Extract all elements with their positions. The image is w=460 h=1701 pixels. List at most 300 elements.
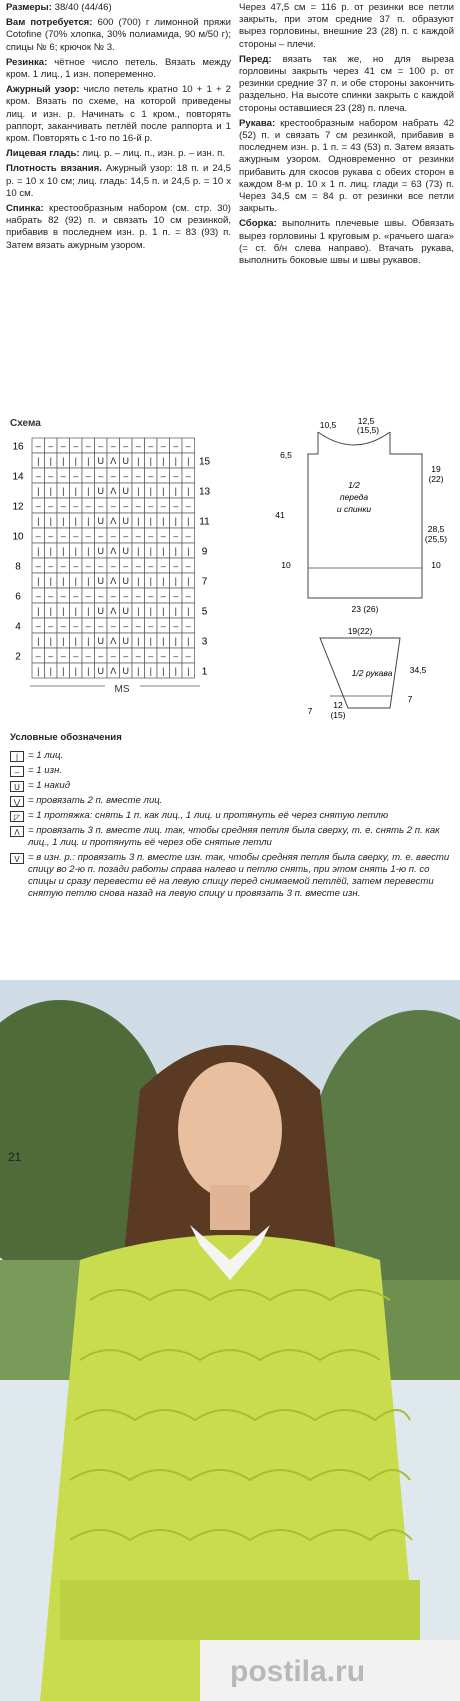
chart-cell-symbol: – [35, 620, 41, 631]
chart-cell-symbol: | [187, 665, 190, 676]
instruction-label: Спинка: [6, 203, 50, 215]
chart-cell-symbol: – [60, 500, 66, 511]
chart-cell-symbol: | [37, 455, 40, 466]
chart-cell-symbol: – [185, 500, 191, 511]
chart-cell-symbol: | [62, 485, 65, 496]
model-photo [0, 980, 460, 1701]
chart-cell-symbol: U [97, 545, 104, 556]
chart-row-number: 13 [198, 486, 211, 498]
chart-cell-symbol: – [160, 470, 166, 481]
legend-text: = 1 изн. [28, 765, 63, 776]
chart-cell-symbol: – [185, 470, 191, 481]
legend-symbol-icon: V [10, 853, 24, 864]
chart-cell-symbol: | [149, 605, 152, 616]
chart-row-number: 15 [198, 456, 211, 468]
chart-cell-symbol: – [148, 470, 154, 481]
chart-cell-symbol: – [48, 560, 54, 571]
chart-cell-symbol: – [35, 560, 41, 571]
chart-cell-symbol: – [110, 620, 116, 631]
instructions-left-column [6, 2, 231, 255]
chart-cell-symbol: – [148, 560, 154, 571]
chart-row-number: 14 [12, 471, 24, 483]
instruction-text: 600 (700) г лимонной пряжи Cotofine (70% хлопка, 30% полиамида, 90 м/50 г); спицы № 6; крючок № 3. [6, 17, 231, 53]
chart-cell-symbol: | [62, 455, 65, 466]
chart-cell-symbol: – [173, 650, 179, 661]
chart-cell-symbol: | [137, 575, 140, 586]
chart-cell-symbol: – [135, 440, 141, 451]
chart-cell-symbol: – [160, 560, 166, 571]
chart-row-number: 10 [12, 531, 24, 543]
chart-cell-symbol: | [187, 455, 190, 466]
chart-cell-symbol: Λ [110, 605, 117, 616]
chart-cell-symbol: – [73, 470, 79, 481]
chart-cell-symbol: – [173, 440, 179, 451]
chart-cell-symbol: – [98, 470, 104, 481]
legend-symbol-icon: Λ [10, 826, 24, 837]
chart-cell-symbol: | [49, 575, 52, 586]
chart-cell-symbol: – [160, 590, 166, 601]
chart-cell-symbol: | [149, 515, 152, 526]
chart-cell-symbol: | [62, 515, 65, 526]
instruction-label: Вам потребуется: [6, 17, 98, 29]
chart-cell-symbol: U [97, 605, 104, 616]
chart-cell-symbol: | [37, 635, 40, 646]
chart-cell-symbol: – [148, 440, 154, 451]
chart-cell-symbol: | [149, 455, 152, 466]
sleeve-schematic [290, 628, 450, 728]
chart-cell-symbol: | [49, 485, 52, 496]
schematic-label: 23 (26) [351, 604, 379, 614]
chart-cell-symbol: – [148, 650, 154, 661]
chart-cell-symbol: – [35, 650, 41, 661]
chart-cell-symbol: | [37, 575, 40, 586]
chart-cell-symbol: – [35, 470, 41, 481]
chart-cell-symbol: – [85, 530, 91, 541]
legend [10, 732, 454, 903]
chart-cell-symbol: – [73, 590, 79, 601]
legend-item [10, 810, 454, 822]
schematic-label: переда [339, 492, 369, 502]
schematic-label: 10 [281, 560, 291, 570]
chart-cell-symbol: – [110, 470, 116, 481]
chart-cell-symbol: | [174, 545, 177, 556]
schematic-label: 28,5 [427, 524, 445, 534]
chart-cell-symbol: – [35, 530, 41, 541]
chart-cell-symbol: | [162, 665, 165, 676]
chart-cell-symbol: – [85, 590, 91, 601]
chart-cell-symbol: – [123, 590, 129, 601]
chart-cell-symbol: – [173, 530, 179, 541]
legend-item [10, 852, 454, 900]
chart-cell-symbol: | [174, 635, 177, 646]
instruction-text: крестообразным набором набрать 42 (52) п. и связать 7 см резинкой, прибавив в последнем изн. р. 1 п. = 43 (53) п. Затем вязать ажурным узором. Одновременно от резинки прибавить для скосов рукава с обеих сторон в каждом 8-м р. 10 х 1 п. лиц. глади = 63 (73) п. Через 34,5 см = 84 р. от резинки все петли закрыть. [239, 117, 455, 215]
chart-cell-symbol: | [74, 575, 77, 586]
chart-cell-symbol: – [110, 590, 116, 601]
chart-cell-symbol: – [98, 560, 104, 571]
chart-cell-symbol: – [110, 500, 116, 511]
chart-cell-symbol: – [160, 620, 166, 631]
legend-item [10, 825, 454, 849]
chart-cell-symbol: – [185, 440, 191, 451]
legend-item [10, 765, 454, 777]
chart-cell-symbol: | [162, 605, 165, 616]
chart-cell-symbol: | [87, 635, 90, 646]
chart-ms-label: MS [114, 684, 130, 695]
chart-cell-symbol: | [149, 545, 152, 556]
chart-cell-symbol: | [62, 665, 65, 676]
schematic-label: 10 [431, 560, 441, 570]
chart-cell-symbol: U [122, 545, 129, 556]
chart-cell-symbol: Λ [110, 515, 117, 526]
chart-cell-symbol: | [162, 575, 165, 586]
chart-cell-symbol: | [87, 455, 90, 466]
instruction-label: Лицевая гладь: [6, 148, 83, 160]
chart-cell-symbol: | [137, 665, 140, 676]
instruction-paragraph [239, 118, 454, 216]
chart-cell-symbol: | [174, 575, 177, 586]
chart-cell-symbol: – [85, 560, 91, 571]
chart-cell-symbol: – [135, 650, 141, 661]
schematic-label: 1/2 [348, 480, 360, 490]
chart-cell-symbol: – [148, 620, 154, 631]
chart-cell-symbol: – [160, 440, 166, 451]
chart-cell-symbol: – [35, 440, 41, 451]
chart-cell-symbol: – [135, 500, 141, 511]
chart-cell-symbol: – [185, 620, 191, 631]
schematic-label: 41 [275, 510, 285, 520]
chart-cell-symbol: | [162, 545, 165, 556]
legend-text: = 1 накид [28, 780, 71, 791]
chart-cell-symbol: – [60, 650, 66, 661]
chart-cell-symbol: | [149, 485, 152, 496]
chart-cell-symbol: U [122, 605, 129, 616]
chart-cell-symbol: U [122, 575, 129, 586]
chart-grid [32, 438, 195, 678]
legend-item [10, 750, 454, 762]
instruction-label: Сборка: [239, 218, 283, 230]
schematic-label: 12 [333, 700, 343, 710]
chart-title: Схема [10, 418, 41, 429]
chart-cell-symbol: – [135, 590, 141, 601]
chart-cell-symbol: Λ [110, 545, 117, 556]
instruction-paragraph [6, 57, 231, 81]
chart-cell-symbol: | [62, 545, 65, 556]
instruction-text: 38/40 (44/46) [54, 2, 112, 13]
chart-cell-symbol: | [137, 545, 140, 556]
instruction-label: Рукава: [239, 117, 281, 129]
chart-cell-symbol: | [74, 545, 77, 556]
instruction-paragraph [239, 54, 454, 115]
chart-cell-symbol: U [97, 485, 104, 496]
chart-cell-symbol: – [85, 620, 91, 631]
chart-cell-symbol: | [37, 545, 40, 556]
legend-symbol-icon: ⋁ [10, 796, 24, 807]
schematic-label: 19(22) [347, 628, 373, 636]
chart-cell-symbol: – [135, 620, 141, 631]
chart-cell-symbol: – [110, 530, 116, 541]
knitting-chart [10, 430, 230, 700]
chart-row-number: 2 [15, 651, 21, 663]
chart-cell-symbol: | [137, 455, 140, 466]
model-photo-illustration [0, 980, 460, 1701]
chart-cell-symbol: – [123, 560, 129, 571]
instruction-label: Плотность вязания. [6, 163, 106, 175]
chart-cell-symbol: Λ [110, 665, 117, 676]
chart-cell-symbol: | [37, 515, 40, 526]
chart-cell-symbol: – [173, 470, 179, 481]
chart-cell-symbol: | [74, 485, 77, 496]
chart-cell-symbol: | [49, 545, 52, 556]
instruction-text: Ажурный узор: 18 п. и 24,5 р. = 10 х 10 см; лиц. гладь: 14,5 п. и 24,5 р. = 10 х 10 см. [6, 163, 231, 199]
chart-cell-symbol: | [174, 485, 177, 496]
chart-cell-symbol: | [62, 605, 65, 616]
chart-cell-symbol: – [148, 590, 154, 601]
chart-cell-symbol: – [73, 620, 79, 631]
chart-cell-symbol: | [187, 515, 190, 526]
chart-cell-symbol: – [60, 470, 66, 481]
chart-right-numbers [199, 456, 211, 677]
body-schematic [270, 418, 450, 618]
chart-cell-symbol: | [37, 665, 40, 676]
chart-row-number: 5 [201, 606, 208, 618]
chart-cell-symbol: Λ [110, 485, 117, 496]
chart-cell-symbol: – [48, 590, 54, 601]
chart-cell-symbol: | [74, 605, 77, 616]
chart-cell-symbol: – [35, 500, 41, 511]
instruction-text: Через 47,5 см = 116 р. от резинки все петли закрыть, при этом средние 37 п. образуют вырез горловины, внешние 23 (28) п. с каждой стороны – плечи. [239, 2, 454, 50]
chart-cell-symbol: | [49, 665, 52, 676]
chart-cell-symbol: | [87, 605, 90, 616]
chart-cell-symbol: – [110, 650, 116, 661]
schematic-label: 7 [307, 706, 313, 716]
chart-cell-symbol: – [173, 500, 179, 511]
chart-cell-symbol: U [97, 515, 104, 526]
chart-cell-symbol: U [97, 575, 104, 586]
chart-cell-symbol: | [149, 575, 152, 586]
instruction-paragraph [6, 203, 231, 252]
chart-cell-symbol: | [187, 635, 190, 646]
schematic-label: 10,5 [319, 420, 337, 430]
chart-cell-symbol: – [185, 530, 191, 541]
chart-cell-symbol: | [187, 605, 190, 616]
chart-cell-symbol: – [110, 440, 116, 451]
chart-cell-symbol: U [122, 515, 129, 526]
instruction-text: крестообразным набором (см. стр. 30) набрать 82 (92) п. и связать 10 см резинкой, прибавив в последнем изн. р. 1 п. = 83 (93) п. Затем вязать ажурным узором. [6, 203, 231, 251]
chart-cell-symbol: – [98, 500, 104, 511]
chart-cell-symbol: – [73, 440, 79, 451]
chart-cell-symbol: | [137, 605, 140, 616]
schematic-label: (15,5) [356, 425, 380, 435]
legend-item [10, 795, 454, 807]
chart-cell-symbol: | [87, 575, 90, 586]
chart-cell-symbol: | [162, 485, 165, 496]
chart-cell-symbol: – [123, 440, 129, 451]
chart-row-number: 4 [15, 621, 21, 633]
chart-cell-symbol: – [73, 650, 79, 661]
legend-title: Условные обозначения [10, 732, 122, 743]
chart-cell-symbol: | [74, 455, 77, 466]
chart-cell-symbol: | [174, 455, 177, 466]
chart-cell-symbol: | [174, 605, 177, 616]
chart-row-number: 11 [199, 516, 210, 528]
chart-cell-symbol: | [87, 665, 90, 676]
chart-cell-symbol: – [60, 530, 66, 541]
chart-cell-symbol: | [187, 575, 190, 586]
chart-cell-symbol: | [87, 545, 90, 556]
instruction-text: вязать так же, но для выреза горловины закрыть через 41 см = 100 р. от резинки средние 37 п. и обе стороны закончить раздельно. На высоте спинки закрыть с каждой стороны оставшиеся 23 (28) п. плеча. [239, 53, 454, 114]
chart-cell-symbol: U [122, 455, 129, 466]
chart-cell-symbol: – [60, 440, 66, 451]
chart-cell-symbol: – [185, 590, 191, 601]
schematic-label: (15) [330, 710, 346, 720]
chart-cell-symbol: | [137, 485, 140, 496]
chart-cell-symbol: Λ [110, 575, 117, 586]
chart-cell-symbol: | [174, 515, 177, 526]
schematic-label: 34,5 [409, 665, 427, 675]
chart-cell-symbol: – [98, 530, 104, 541]
chart-cell-symbol: | [137, 635, 140, 646]
chart-cell-symbol: | [74, 515, 77, 526]
chart-cell-symbol: – [148, 500, 154, 511]
chart-cell-symbol: – [48, 530, 54, 541]
watermark: postila.ru [230, 1655, 366, 1688]
instruction-paragraph [6, 84, 231, 145]
legend-symbol-icon: | [10, 751, 24, 762]
chart-cell-symbol: – [48, 470, 54, 481]
chart-cell-symbol: | [37, 485, 40, 496]
chart-cell-symbol: | [137, 515, 140, 526]
instruction-text: лиц. р. – лиц. п., изн. р. – изн. п. [82, 148, 226, 160]
legend-text: = 1 лиц. [28, 750, 64, 761]
instruction-paragraph [6, 17, 231, 54]
chart-cell-symbol: | [62, 635, 65, 646]
chart-cell-symbol: – [48, 440, 54, 451]
chart-cell-symbol: | [87, 485, 90, 496]
chart-cell-symbol: – [185, 560, 191, 571]
chart-cell-symbol: | [149, 635, 152, 646]
schematic-label: и спинки [336, 504, 372, 514]
instruction-paragraph [6, 2, 231, 14]
chart-cell-symbol: – [85, 470, 91, 481]
schematic-label: 7 [407, 694, 413, 704]
chart-cell-symbol: – [160, 650, 166, 661]
chart-cell-symbol: | [149, 665, 152, 676]
chart-cell-symbol: | [37, 605, 40, 616]
chart-cell-symbol: – [35, 590, 41, 601]
chart-cell-symbol: U [97, 455, 104, 466]
chart-cell-symbol: – [123, 650, 129, 661]
chart-row-number: 7 [201, 576, 208, 588]
legend-symbol-icon: – [10, 766, 24, 777]
legend-symbol-icon: ◸ [10, 811, 24, 822]
chart-cell-symbol: | [187, 485, 190, 496]
chart-cell-symbol: – [160, 500, 166, 511]
chart-cell-symbol: – [48, 650, 54, 661]
chart-cell-symbol: – [185, 650, 191, 661]
chart-cell-symbol: – [73, 530, 79, 541]
chart-cell-symbol: | [49, 515, 52, 526]
chart-cell-symbol: U [122, 485, 129, 496]
chart-cell-symbol: – [48, 620, 54, 631]
instruction-paragraph [239, 2, 454, 51]
instruction-text: число петель кратно 10 + 1 + 2 кром. Вязать по схеме, на которой приведены лиц. и изн. р. Начинать с 1 кром., повторять раппорт, заканчивать петлёй после раппорта и 1 кром. Повторять с 1-го по 16-й р. [6, 84, 231, 145]
chart-cell-symbol: | [162, 455, 165, 466]
schematic-label: (25,5) [424, 534, 448, 544]
chart-cell-symbol: – [160, 530, 166, 541]
chart-row-number: 1 [201, 666, 208, 678]
chart-cell-symbol: – [135, 470, 141, 481]
chart-cell-symbol: – [135, 530, 141, 541]
legend-text: = провязать 3 п. вместе лиц. так, чтобы средняя петля была сверху, т. е. снять 2 п. как лиц., 1 лиц. и протянуть её через обе снятые петли [28, 825, 440, 848]
chart-cell-symbol: – [123, 530, 129, 541]
chart-cell-symbol: | [49, 605, 52, 616]
chart-cell-symbol: – [60, 620, 66, 631]
chart-row-number: 6 [15, 591, 21, 603]
chart-cell-symbol: – [85, 650, 91, 661]
instruction-label: Размеры: [6, 2, 55, 13]
chart-cell-symbol: – [123, 470, 129, 481]
chart-cell-symbol: – [135, 560, 141, 571]
chart-cell-symbol: – [110, 560, 116, 571]
chart-cell-symbol: | [74, 665, 77, 676]
chart-cell-symbol: Λ [110, 635, 117, 646]
chart-row-number: 9 [201, 546, 208, 558]
chart-row-number: 8 [15, 561, 21, 573]
schematic-label: 6,5 [280, 450, 292, 460]
chart-cell-symbol: – [60, 590, 66, 601]
instruction-text: чётное число петель. Вязать между кром. 1 лиц., 1 изн. попеременно. [6, 56, 231, 81]
chart-cell-symbol: – [123, 500, 129, 511]
chart-cell-symbol: – [85, 440, 91, 451]
chart-cell-symbol: – [173, 560, 179, 571]
chart-row-number: 12 [12, 501, 24, 513]
chart-cell-symbol: – [148, 530, 154, 541]
chart-row-number: 16 [12, 441, 24, 453]
chart-cell-symbol: – [98, 590, 104, 601]
chart-cell-symbol: U [97, 635, 104, 646]
chart-cell-symbol: – [98, 440, 104, 451]
instruction-paragraph [239, 218, 454, 267]
instructions-right-column [239, 2, 454, 270]
chart-cell-symbol: – [173, 620, 179, 631]
chart-cell-symbol: | [162, 515, 165, 526]
chart-cell-symbol: U [122, 665, 129, 676]
chart-cell-symbol: – [60, 560, 66, 571]
chart-row-number: 3 [201, 636, 208, 648]
legend-text: = провязать 2 п. вместе лиц. [28, 795, 163, 806]
legend-text: = 1 протяжка: снять 1 п. как лиц., 1 лиц. и протянуть её через снятую петлю [28, 810, 389, 821]
instruction-paragraph [6, 148, 231, 160]
chart-cell-symbol: – [48, 500, 54, 511]
schematic-label: 12,5 [357, 418, 375, 426]
chart-cell-symbol: – [73, 500, 79, 511]
instruction-text: выполнить плечевые швы. Обвязать вырез горловины 1 круговым р. «рачьего шага» (= ст. б/н слева направо). Втачать рукава, выполнить боковые швы и швы рукавов. [239, 218, 454, 267]
instruction-label: Перед: [239, 53, 283, 65]
chart-cell-symbol: – [73, 560, 79, 571]
instruction-label: Резинка: [6, 56, 55, 68]
page-number: 21 [8, 1150, 22, 1164]
chart-cell-symbol: | [174, 665, 177, 676]
schematic-label: 1/2 рукава [351, 668, 393, 678]
chart-cell-symbol: | [49, 455, 52, 466]
chart-cell-symbol: – [98, 650, 104, 661]
chart-cell-symbol: | [187, 545, 190, 556]
chart-cell-symbol: | [162, 635, 165, 646]
chart-cell-symbol: – [173, 590, 179, 601]
chart-cell-symbol: | [49, 635, 52, 646]
schematic-label: (22) [428, 474, 444, 484]
schematic-label: 19 [431, 464, 441, 474]
